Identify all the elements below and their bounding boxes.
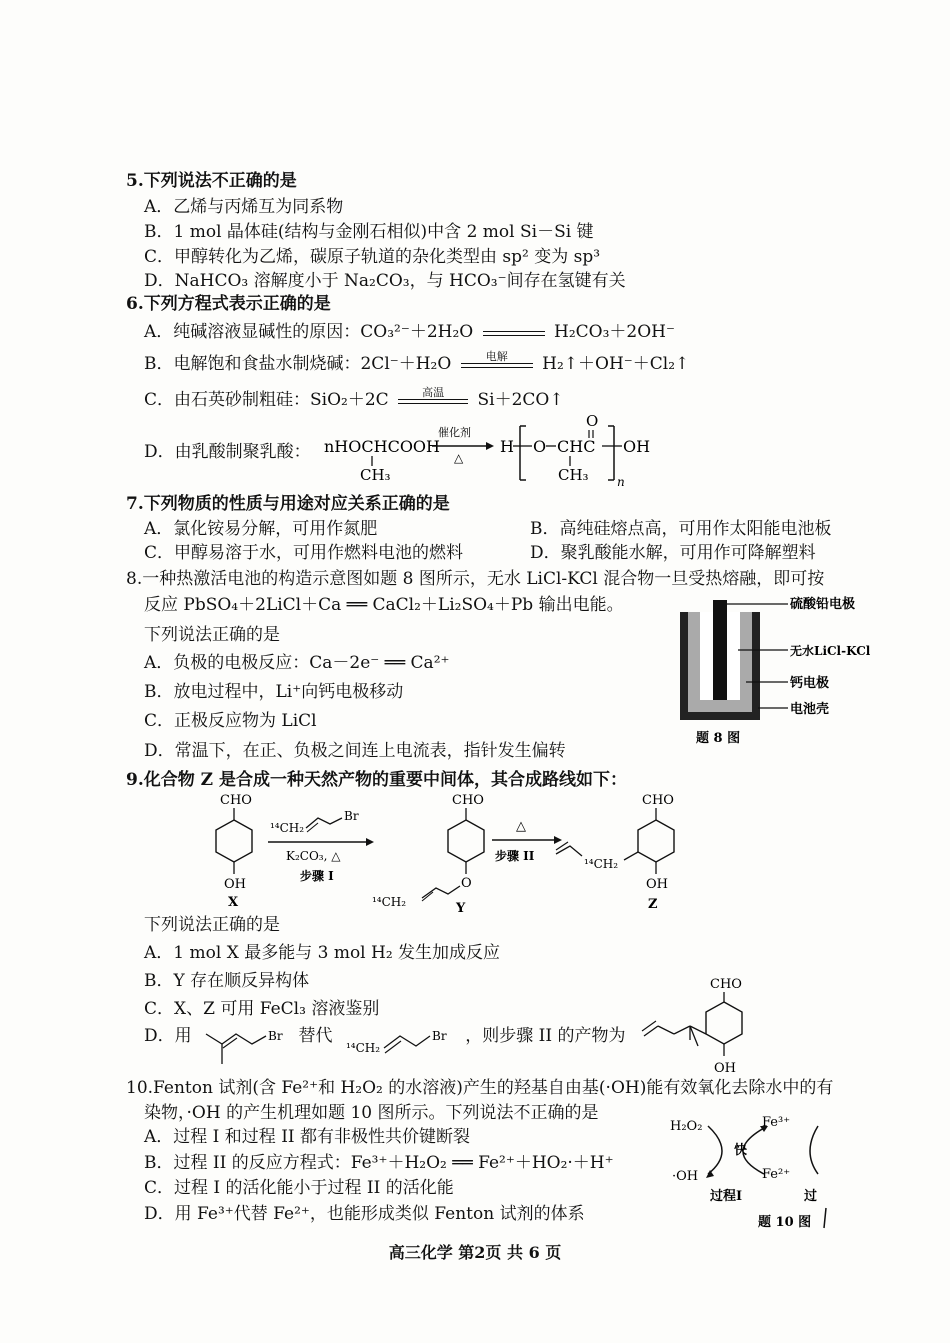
fig10-process1: 过程I <box>710 1189 743 1204</box>
y-label: Y <box>456 901 466 915</box>
z-ch2: ¹⁴CH₂ <box>584 857 619 871</box>
polymer-methyl: CH₃ <box>558 466 589 484</box>
figure-8-caption: 题 8 图 <box>696 731 741 746</box>
q8-stem-line3: 下列说法正确的是 <box>144 625 280 645</box>
d-allyl-br: Br <box>432 1029 447 1043</box>
q5-option-b: B．1 mol 晶体硅(结构与金刚石相似)中含 2 mol Si－Si 键 <box>144 222 594 242</box>
step2-heat: △ <box>516 819 526 834</box>
q6-stem: 6.下列方程式表示正确的是 <box>126 294 331 314</box>
catalyst-label: 催化剂 <box>438 426 471 439</box>
heat-label: △ <box>454 451 464 465</box>
battery-diagram <box>670 590 880 750</box>
q6-c-right: Si＋2CO↑ <box>477 390 564 410</box>
q10-option-d: D．用 Fe³⁺代替 Fe²⁺，也能形成类似 Fenton 试剂的体系 <box>144 1204 585 1224</box>
q8-stem-line1: 8.一种热激活电池的构造示意图如题 8 图所示，无水 LiCl-KCl 混合物一旦受热熔融，即可按 <box>126 569 825 589</box>
q9-option-c: C．X、Z 可用 FeCl₃ 溶液鉴别 <box>144 999 380 1019</box>
z-cho: CHO <box>642 793 674 808</box>
high-temp-arrow <box>398 385 468 406</box>
product-oh: OH <box>714 1061 736 1076</box>
product-cho: CHO <box>710 977 742 992</box>
q9-stem2: 下列说法正确的是 <box>144 915 280 935</box>
q8-option-d: D．常温下，在正、负极之间连上电流表，指针发生偏转 <box>144 741 566 761</box>
polymer-subscript-n: n <box>617 475 625 488</box>
prenyl-br: Br <box>268 1029 283 1043</box>
q10-option-a: A．过程 I 和过程 II 都有非极性共价键断裂 <box>144 1127 471 1147</box>
q6-b-right: H₂↑＋OH⁻＋Cl₂↑ <box>542 354 690 374</box>
electrolysis-arrow <box>461 349 533 370</box>
battery-shell-label: 电池壳 <box>790 702 830 717</box>
polymer-carbonyl-o: O <box>586 412 599 430</box>
step2-product-structure <box>640 974 770 1084</box>
step1-label: 步骤 I <box>300 869 334 883</box>
q9-option-a: A．1 mol X 最多能与 3 mol H₂ 发生加成反应 <box>144 943 501 963</box>
q7-option-c: C．甲醇易溶于水，可用作燃料电池的燃料 <box>144 543 464 563</box>
q9-d-mid: 替代 <box>298 1026 333 1046</box>
polymer-o: O <box>533 437 547 456</box>
fig10-fe3: Fe³⁺ <box>762 1115 791 1130</box>
q6-a-left: A．纯碱溶液显碱性的原因：CO₃²⁻＋2H₂O <box>144 322 474 342</box>
lactic-acid-formula: nHOCHCOOH <box>324 437 440 456</box>
d-allyl-ch2: ¹⁴CH₂ <box>346 1041 381 1055</box>
q8-stem-line2: 反应 PbSO₄＋2LiCl＋Ca ══ CaCl₂＋Li₂SO₄＋Pb 输出电能。 <box>144 595 624 615</box>
q6-b-left: B．电解饱和食盐水制烧碱：2Cl⁻＋H₂O <box>144 354 452 374</box>
q10-stem-line2: 染物，·OH 的产生机理如题 10 图所示。下列说法不正确的是 <box>144 1103 599 1123</box>
q5-option-c: C．甲醇转化为乙烯，碳原子轨道的杂化类型由 sp² 变为 sp³ <box>144 247 601 267</box>
q5-stem: 5.下列说法不正确的是 <box>126 171 297 191</box>
page-footer: 高三化学 第2页 共 6 页 <box>388 1243 562 1262</box>
q8-option-c: C．正极反应物为 LiCl <box>144 711 317 731</box>
q5-option-d: D．NaHCO₃ 溶解度小于 Na₂CO₃，与 HCO₃⁻间存在氢键有关 <box>144 271 626 291</box>
q7-option-b: B．高纯硅熔点高，可用作太阳能电池板 <box>530 519 832 539</box>
q6-c-left: C．由石英砂制粗硅：SiO₂＋2C <box>144 390 389 410</box>
allyl-bromide-structure <box>344 1018 464 1068</box>
synthesis-route <box>190 790 710 915</box>
z-label: Z <box>648 897 658 912</box>
q10-option-b: B．过程 II 的反应方程式：Fe³⁺＋H₂O₂ ══ Fe²⁺＋HO₂·＋H⁺ <box>144 1153 614 1173</box>
q6-b-cond: 电解 <box>485 349 508 363</box>
q6-a-right: H₂CO₃＋2OH⁻ <box>554 322 675 342</box>
lead-sulfate-electrode-label: 硫酸铅电极 <box>790 597 856 612</box>
fig10-oh: ·OH <box>672 1169 699 1184</box>
y-cho: CHO <box>452 793 484 808</box>
q9-option-b: B．Y 存在顺反异构体 <box>144 971 310 991</box>
q6-option-b <box>144 349 690 375</box>
q7-stem: 7.下列物质的性质与用途对应关系正确的是 <box>126 494 450 514</box>
q6-c-cond: 高温 <box>422 385 445 399</box>
licl-kcl-label: 无水LiCl-KCl <box>790 644 871 658</box>
z-oh: OH <box>646 877 668 892</box>
q7-option-a: A．氯化铵易分解，可用作氮肥 <box>144 519 378 539</box>
q9-d-pre: D．用 <box>144 1026 192 1046</box>
polymer-end-oh: OH <box>623 437 651 456</box>
x-label: X <box>228 895 239 910</box>
fig10-process2: 过 <box>804 1189 818 1204</box>
fenton-mechanism-diagram <box>666 1108 836 1232</box>
y-ether-o: O <box>461 876 472 891</box>
figure-10-caption: 题 10 图 <box>758 1215 812 1230</box>
fig10-fast: 快 <box>734 1143 748 1158</box>
x-oh: OH <box>224 877 246 892</box>
fig10-fe2: Fe²⁺ <box>762 1167 791 1182</box>
prenyl-bromide-structure <box>200 1018 300 1068</box>
q10-option-c: C．过程 I 的活化能小于过程 II 的活化能 <box>144 1178 454 1198</box>
allyl-bromide-ch2: ¹⁴CH₂ <box>270 821 305 835</box>
q7-option-d: D．聚乳酸能水解，可用作可降解塑料 <box>530 543 816 563</box>
lactic-acid-methyl: CH₃ <box>360 466 391 484</box>
calcium-electrode-label: 钙电极 <box>790 676 830 691</box>
polylactic-acid-equation <box>320 408 660 488</box>
step2-label: 步骤 II <box>495 849 535 863</box>
q6-option-d: D．由乳酸制聚乳酸： <box>144 442 311 462</box>
q8-option-b: B．放电过程中，Li⁺向钙电极移动 <box>144 682 404 702</box>
fig10-h2o2: H₂O₂ <box>670 1119 703 1134</box>
polymer-end-h: H <box>500 437 514 456</box>
q9-d-post: ，则步骤 II 的产物为 <box>465 1026 626 1046</box>
q6-option-a <box>144 321 675 343</box>
q8-option-a: A．负极的电极反应：Ca－2e⁻ ══ Ca²⁺ <box>144 653 450 673</box>
equilibrium-arrow <box>483 328 545 338</box>
allyl-bromide-br: Br <box>344 809 359 823</box>
x-cho: CHO <box>220 793 252 808</box>
q10-stem-line1: 10.Fenton 试剂(含 Fe²⁺和 H₂O₂ 的水溶液)产生的羟基自由基(·OH)能有效氧化去除水中的有 <box>126 1078 834 1098</box>
q5-option-a: A．乙烯与丙烯互为同系物 <box>144 197 344 217</box>
q9-stem: 9.化合物 Z 是合成一种天然产物的重要中间体，其合成路线如下： <box>126 770 627 790</box>
polymer-chc: CHC <box>557 437 596 456</box>
y-ch2: ¹⁴CH₂ <box>372 895 407 909</box>
step1-conditions: K₂CO₃, △ <box>286 849 341 863</box>
